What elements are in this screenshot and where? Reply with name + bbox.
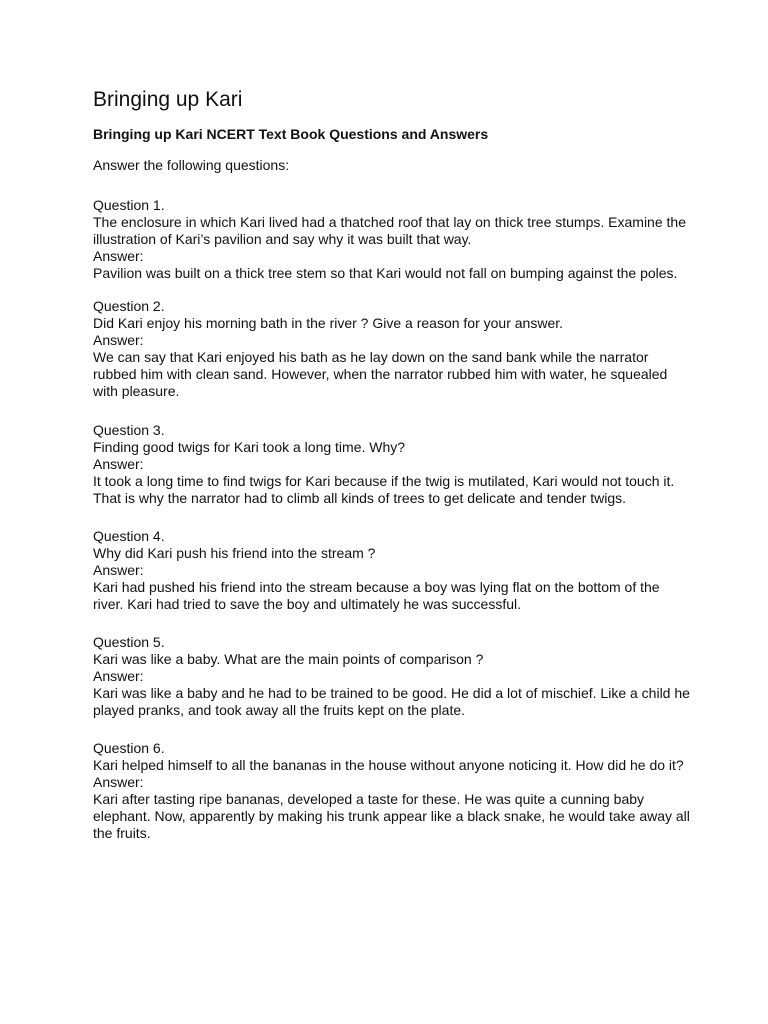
document-page: [93, 86, 693, 842]
intro-text: Answer the following questions:: [93, 157, 290, 173]
question-text: Kari helped himself to all the bananas in the house without anyone noticing it. How did he do it?: [93, 757, 684, 773]
question-text: The enclosure in which Kari lived had a thatched roof that lay on thick tree stumps. Examine the illustration of Kari’s pavilion and say why it was built that way.: [93, 214, 686, 247]
qa-block-2: [93, 298, 693, 400]
qa-block-5: [93, 634, 693, 719]
answer-label: Answer:: [93, 668, 144, 684]
question-text: Why did Kari push his friend into the stream ?: [93, 545, 376, 561]
answer-text: Kari had pushed his friend into the stream because a boy was lying flat on the bottom of the river. Kari had tried to save the boy and ultimately he was successful.: [93, 579, 660, 612]
question-text: Did Kari enjoy his morning bath in the river ? Give a reason for your answer.: [93, 315, 564, 331]
answer-text: Pavilion was built on a thick tree stem so that Kari would not fall on bumping against the poles.: [93, 265, 678, 281]
qa-block-4: [93, 528, 693, 613]
question-label: Question 2.: [93, 298, 165, 314]
question-label: Question 5.: [93, 634, 165, 650]
question-label: Question 1.: [93, 197, 165, 213]
page-title: Bringing up Kari: [93, 88, 243, 111]
answer-text: We can say that Kari enjoyed his bath as he lay down on the sand bank while the narrator rubbed him with clean sand. However, when the narrator rubbed him with water, he squealed with pleasure.: [93, 349, 668, 399]
question-text: Kari was like a baby. What are the main points of comparison ?: [93, 651, 484, 667]
answer-label: Answer:: [93, 332, 144, 348]
question-label: Question 4.: [93, 528, 165, 544]
question-text: Finding good twigs for Kari took a long time. Why?: [93, 439, 406, 455]
answer-label: Answer:: [93, 456, 144, 472]
question-label: Question 3.: [93, 422, 165, 438]
question-label: Question 6.: [93, 740, 165, 756]
answer-text: It took a long time to find twigs for Kari because if the twig is mutilated, Kari would not touch it. That is why the narrator had to climb all kinds of trees to get delicate and tender twigs.: [93, 473, 675, 506]
page-subtitle: Bringing up Kari NCERT Text Book Questions and Answers: [93, 126, 489, 142]
qa-block-1: [93, 197, 693, 282]
qa-block-3: [93, 422, 693, 507]
answer-label: Answer:: [93, 562, 144, 578]
answer-text: Kari was like a baby and he had to be trained to be good. He did a lot of mischief. Like a child he played pranks, and took away all the fruits kept on the plate.: [93, 685, 690, 718]
answer-label: Answer:: [93, 248, 144, 264]
qa-block-6: [93, 740, 693, 842]
answer-text: Kari after tasting ripe bananas, developed a taste for these. He was quite a cunning baby elephant. Now, apparently by making his trunk appear like a black snake, he would take away all the fruits.: [93, 791, 690, 841]
answer-label: Answer:: [93, 774, 144, 790]
